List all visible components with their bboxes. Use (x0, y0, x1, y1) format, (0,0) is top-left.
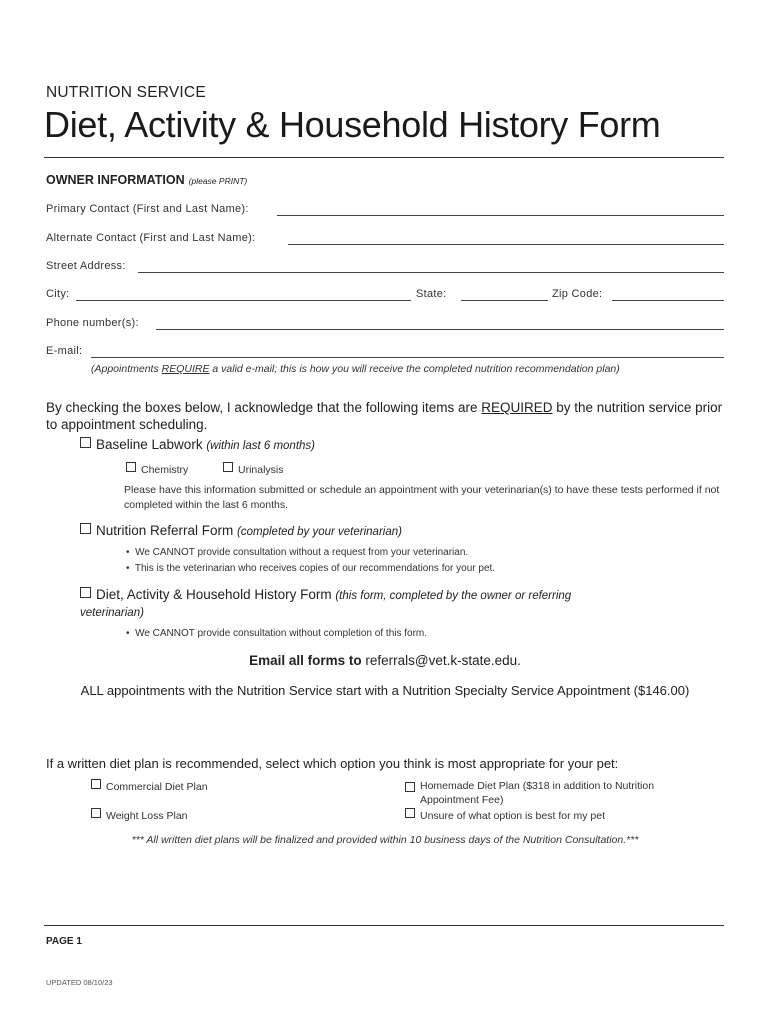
commercial-diet-label: Commercial Diet Plan (106, 781, 208, 793)
chemistry-label: Chemistry (141, 464, 189, 476)
referral-title: Nutrition Referral Form (96, 523, 234, 538)
referrals-email-link[interactable]: referrals@vet.k-state.edu. (365, 653, 521, 668)
email-requirement-note (91, 362, 691, 376)
form-title: Diet, Activity & Household History Form (44, 104, 661, 145)
acknowledge-statement (46, 400, 726, 433)
zip-code-field[interactable] (612, 300, 724, 301)
labwork-checkbox[interactable] (80, 437, 91, 448)
email-note-post: a valid e-mail; this is how you will receive the completed nutrition recommendation plan) (209, 363, 620, 375)
urinalysis-option (223, 462, 284, 476)
diet-plan-final-note: *** All written diet plans will be finalized and provided within 10 business days of the Nutrition Consultation.*** (131, 834, 639, 846)
phone-field[interactable] (156, 329, 724, 330)
email-label: E-mail: (46, 345, 83, 357)
unsure-option (405, 808, 605, 823)
commercial-diet-checkbox[interactable] (91, 779, 101, 789)
street-address-label: Street Address: (46, 260, 126, 272)
history-sub2: veterinarian) (80, 607, 144, 619)
commercial-diet-option (91, 779, 208, 794)
referral-bullet-2: • This is the veterinarian who receives copies of our recommendations for your pet. (126, 563, 496, 574)
unsure-label: Unsure of what option is best for my pet (420, 810, 606, 822)
homemade-diet-checkbox[interactable] (405, 782, 415, 792)
weight-loss-checkbox[interactable] (91, 808, 101, 818)
chemistry-checkbox[interactable] (126, 462, 136, 472)
updated-date: UPDATED 08/10/23 (46, 978, 113, 987)
homemade-diet-label: Homemade Diet Plan ($318 in addition to Nutrition Appointment Fee) (420, 780, 655, 806)
labwork-sub: (within last 6 months) (206, 440, 315, 452)
owner-heading (46, 173, 247, 187)
history-item (80, 587, 571, 602)
history-sub-cont (80, 604, 144, 619)
referral-checkbox[interactable] (80, 523, 91, 534)
diet-plan-question: If a written diet plan is recommended, select which option you think is most appropriate for your pet: (46, 756, 619, 771)
phone-label: Phone number(s): (46, 317, 139, 329)
primary-contact-label: Primary Contact (First and Last Name): (46, 203, 249, 215)
referral-item (80, 523, 402, 538)
owner-heading-note: (please PRINT) (188, 176, 248, 186)
referral-bullet-1: • We CANNOT provide consultation without a request from your veterinarian. (126, 547, 469, 558)
service-name: NUTRITION SERVICE (46, 84, 206, 101)
alternate-contact-field[interactable] (288, 244, 724, 245)
email-note-require: REQUIRE (161, 363, 210, 375)
email-forms-label: Email all forms to (249, 653, 362, 668)
history-sub: (this form, completed by the owner or referring (335, 590, 572, 602)
title-divider (44, 157, 724, 158)
weight-loss-option (91, 808, 188, 823)
urinalysis-checkbox[interactable] (223, 462, 233, 472)
city-field[interactable] (76, 300, 411, 301)
footer-divider (44, 925, 724, 926)
street-address-field[interactable] (138, 272, 724, 273)
ack-post: by the nutrition service prior to appointment scheduling. (46, 400, 723, 432)
ack-pre: By checking the boxes below, I acknowledge that the following items are (46, 400, 482, 415)
ack-required: REQUIRED (481, 400, 553, 415)
unsure-checkbox[interactable] (405, 808, 415, 818)
history-bullet-1-text: We CANNOT provide consultation without completion of this form. (135, 628, 428, 639)
homemade-diet-option (405, 779, 705, 807)
state-field[interactable] (461, 300, 548, 301)
referral-sub: (completed by your veterinarian) (237, 526, 402, 538)
referral-bullet-2-text: This is the veterinarian who receives copies of our recommendations for your pet. (134, 563, 496, 574)
state-label: State: (416, 288, 447, 300)
email-forms-line (0, 653, 770, 668)
history-title: Diet, Activity & Household History Form (96, 587, 332, 602)
labwork-item (80, 437, 315, 452)
referral-bullet-1-text: We CANNOT provide consultation without a request from your veterinarian. (135, 547, 469, 558)
urinalysis-label: Urinalysis (238, 464, 284, 476)
alternate-contact-label: Alternate Contact (First and Last Name): (46, 232, 256, 244)
page-number: PAGE 1 (46, 936, 82, 947)
history-checkbox[interactable] (80, 587, 91, 598)
labwork-note: Please have this information submitted or schedule an appointment with your veterinarian(s) to have these tests performed if not completed within the last 6 months. (124, 484, 720, 511)
chemistry-option (126, 462, 188, 476)
history-bullet-1: • We CANNOT provide consultation without completion of this form. (126, 628, 428, 639)
email-field[interactable] (91, 357, 724, 358)
labwork-title: Baseline Labwork (96, 437, 203, 452)
zip-code-label: Zip Code: (552, 288, 603, 300)
city-label: City: (46, 288, 70, 300)
primary-contact-field[interactable] (277, 215, 724, 216)
owner-heading-text: OWNER INFORMATION (46, 173, 185, 187)
weight-loss-label: Weight Loss Plan (106, 810, 188, 822)
appointment-fee-note: ALL appointments with the Nutrition Service start with a Nutrition Specialty Service Appointment ($146.00) (80, 683, 690, 698)
email-note-pre: (Appointments (91, 363, 162, 375)
